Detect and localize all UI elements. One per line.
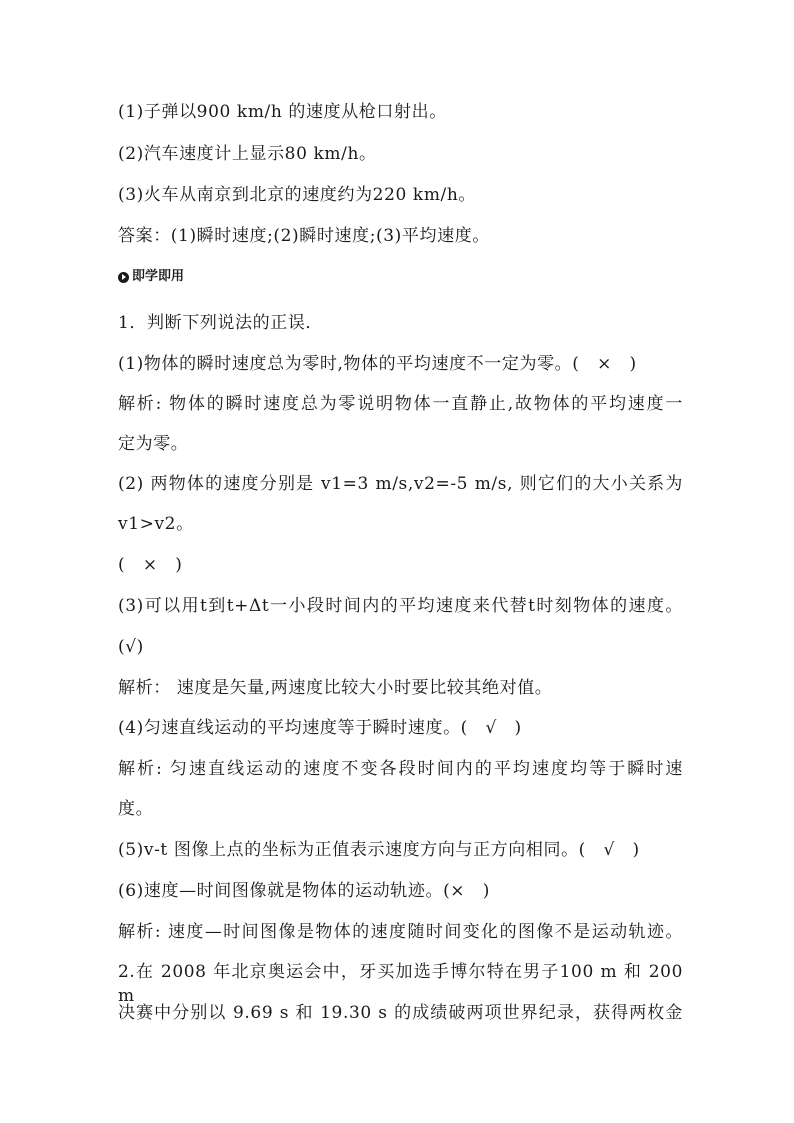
text-line: (1)子弹以900 km/h 的速度从枪口射出。 [118,102,447,122]
play-circle-icon [118,272,129,283]
text-line: (2)汽车速度计上显示80 km/h。 [118,144,377,164]
text-line: ( × ) [118,555,183,575]
section-heading [118,268,184,286]
text-line: (2) 两物体的速度分别是 v1=3 m/s,v2=-5 m/s, 则它们的大小关系为 [118,474,683,494]
question-heading: 1．判断下列说法的正误． [118,313,324,333]
text-line: (1)物体的瞬时速度总为零时,物体的平均速度不一定为零。( × ) [118,354,637,374]
text-line: 度。 [118,799,154,819]
text-line: (√) [118,637,144,657]
text-line: 解析: 物体的瞬时速度总为零说明物体一直静止,故物体的平均速度一 [118,394,683,414]
text-line: 2.在 2008 年北京奥运会中，牙买加选手博尔特在男子100 m 和 200 m [118,962,683,1006]
text-line: 定为零。 [118,434,189,454]
text-line: (3)火车从南京到北京的速度约为220 km/h。 [118,185,477,205]
text-line: (6)速度—时间图像就是物体的运动轨迹。(× ) [118,881,490,901]
text-line: 决赛中分别以 9.69 s 和 19.30 s 的成绩破两项世界纪录，获得两枚金 [118,1003,683,1023]
answer-line: 答案：(1)瞬时速度;(2)瞬时速度;(3)平均速度。 [118,226,490,246]
text-line: 解析： 速度是矢量,两速度比较大小时要比较其绝对值。 [118,678,553,698]
text-line: (4)匀速直线运动的平均速度等于瞬时速度。( √ ) [118,718,522,738]
text-line: (5)v-t 图像上点的坐标为正值表示速度方向与正方向相同。( √ ) [118,840,640,860]
section-title: 即学即用 [132,269,185,284]
text-line: 解析: 速度—时间图像是物体的速度随时间变化的图像不是运动轨迹。 [118,922,683,942]
text-line: 解析: 匀速直线运动的速度不变各段时间内的平均速度均等于瞬时速 [118,759,683,779]
text-line: v1>v2。 [118,514,194,534]
text-line: (3)可以用t到t+Δt一小段时间内的平均速度来代替t时刻物体的速度。 [118,596,683,616]
